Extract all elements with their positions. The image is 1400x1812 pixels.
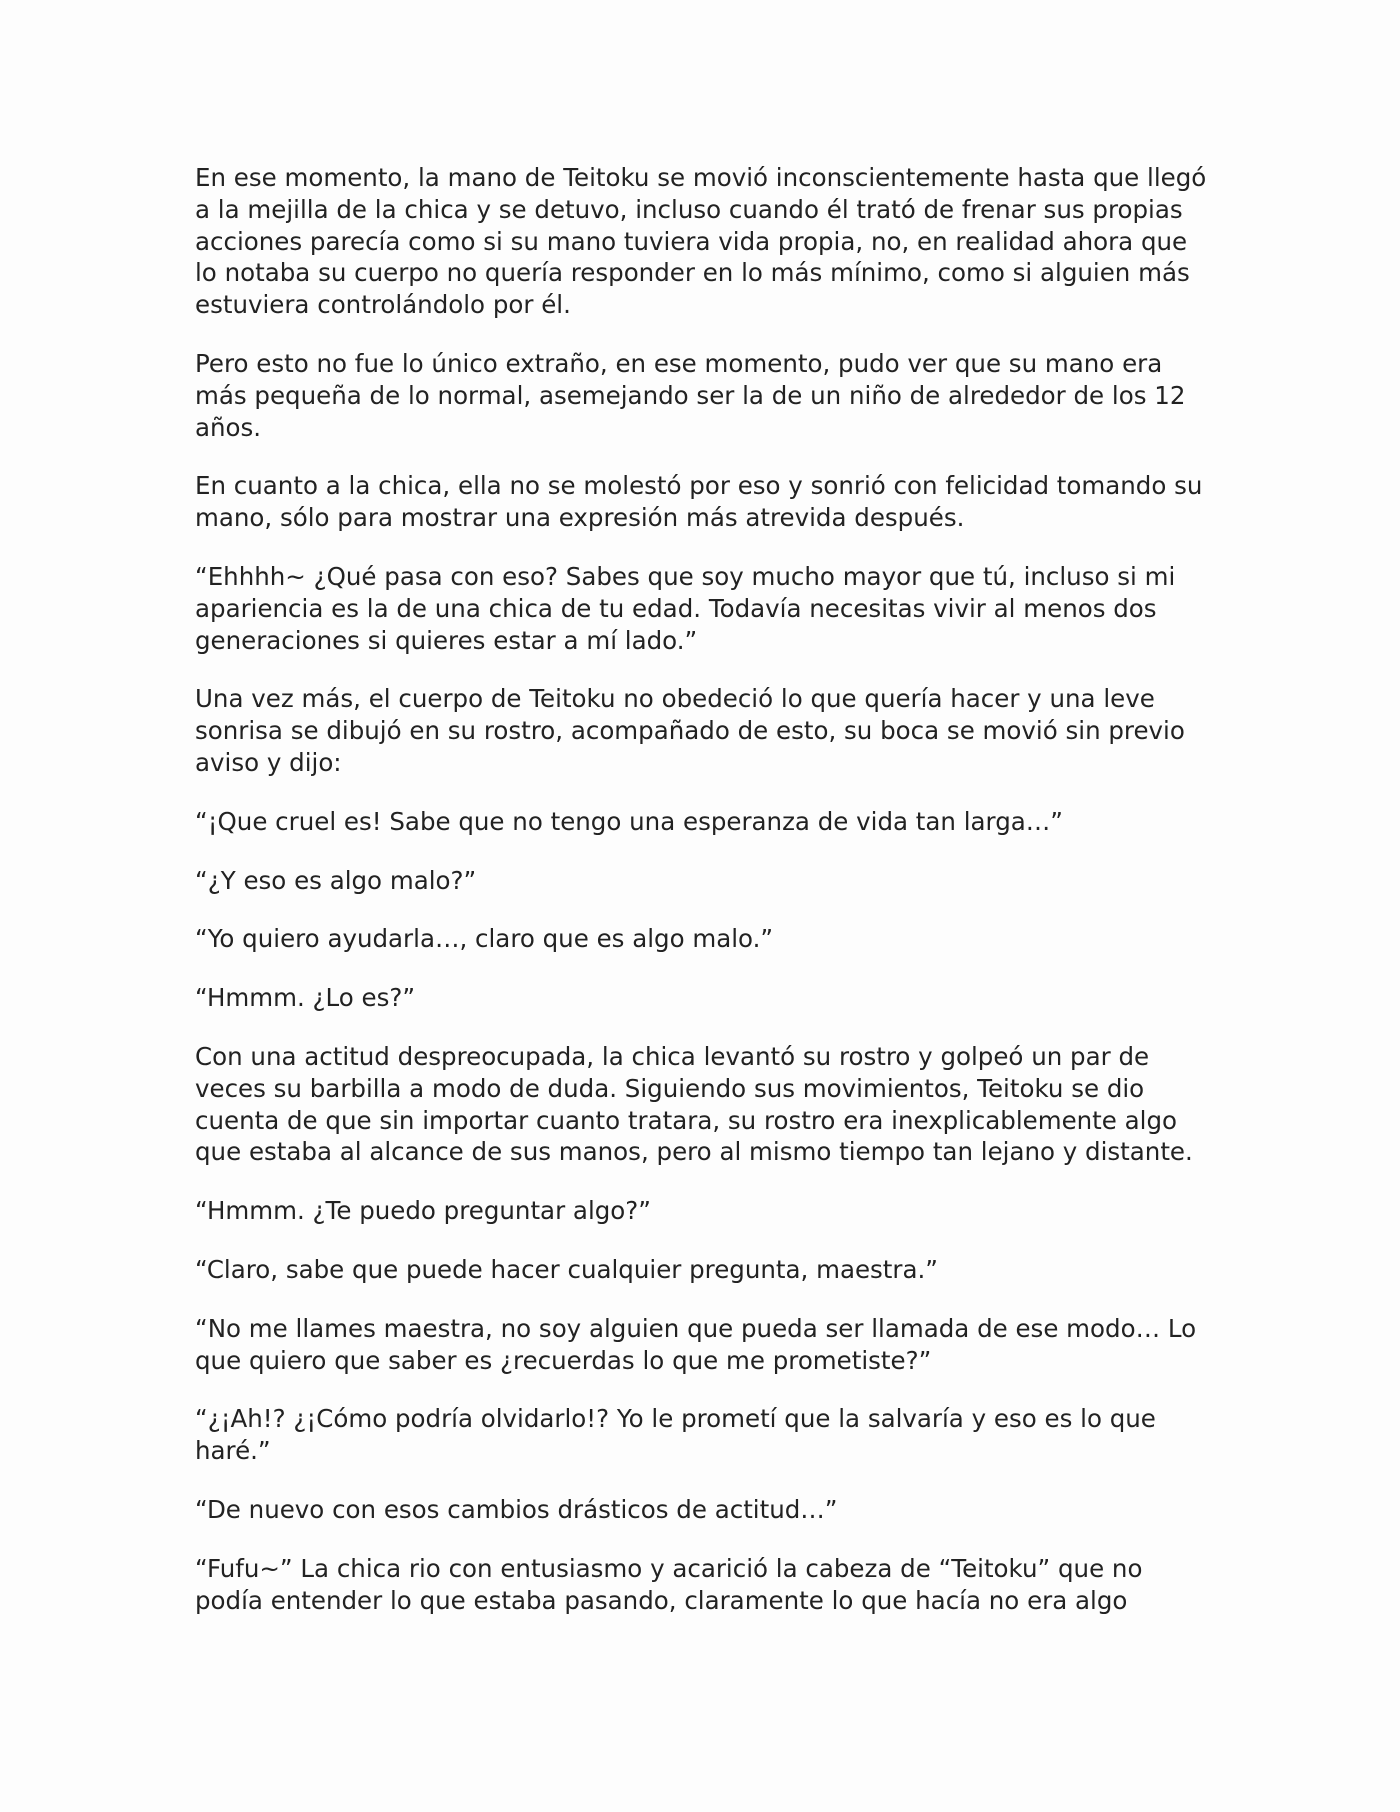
- paragraph: En cuanto a la chica, ella no se molestó por eso y sonrió con felicidad tomando su mano, sólo para mostrar una expresión más atrevida después.: [195, 471, 1203, 533]
- dialogue-paragraph: “Yo quiero ayudarla…, claro que es algo malo.”: [195, 924, 774, 954]
- dialogue-paragraph: “¿Y eso es algo malo?”: [195, 865, 477, 895]
- document-page: [195, 162, 1215, 1616]
- paragraph: “Fufu~” La chica rio con entusiasmo y acarició la cabeza de “Teitoku” que no podía entender lo que estaba pasando, claramente lo que hacía no era algo: [195, 1553, 1143, 1615]
- dialogue-paragraph: “Hmmm. ¿Te puedo preguntar algo?”: [195, 1196, 651, 1226]
- paragraph: Una vez más, el cuerpo de Teitoku no obedeció lo que quería hacer y una leve sonrisa se dibujó en su rostro, acompañado de esto, su boca se movió sin previo aviso y dijo:: [195, 684, 1185, 777]
- paragraph: Con una actitud despreocupada, la chica levantó su rostro y golpeó un par de veces su barbilla a modo de duda. Siguiendo sus movimientos, Teitoku se dio cuenta de que sin importar cuanto tratara, su rostro era inexplicablemente algo que estaba al alcance de sus manos, pero al mismo tiempo tan lejano y distante.: [195, 1041, 1193, 1167]
- dialogue-paragraph: “Hmmm. ¿Lo es?”: [195, 983, 416, 1013]
- dialogue-paragraph: “De nuevo con esos cambios drásticos de actitud…”: [195, 1494, 838, 1524]
- dialogue-paragraph: “¿¡Ah!? ¿¡Cómo podría olvidarlo!? Yo le prometí que la salvaría y eso es lo que haré.”: [195, 1404, 1156, 1466]
- dialogue-paragraph: “¡Que cruel es! Sabe que no tengo una esperanza de vida tan larga…”: [195, 806, 1063, 836]
- dialogue-paragraph: “Claro, sabe que puede hacer cualquier pregunta, maestra.”: [195, 1254, 938, 1284]
- dialogue-paragraph: “No me llames maestra, no soy alguien que pueda ser llamada de ese modo… Lo que quiero que saber es ¿recuerdas lo que me prometiste?”: [195, 1313, 1197, 1375]
- dialogue-paragraph: “Ehhhh~ ¿Qué pasa con eso? Sabes que soy mucho mayor que tú, incluso si mi apariencia es la de una chica de tu edad. Todavía necesitas vivir al menos dos generaciones si quieres estar a mí lado.”: [195, 561, 1176, 655]
- paragraph: Pero esto no fue lo único extraño, en ese momento, pudo ver que su mano era más pequeña de lo normal, asemejando ser la de un niño de alrededor de los 12 años.: [195, 348, 1186, 442]
- paragraph: En ese momento, la mano de Teitoku se movió inconscientemente hasta que llegó a la mejilla de la chica y se detuvo, incluso cuando él trató de frenar sus propias acciones parecía como si su mano tuviera vida propia, no, en realidad ahora que lo notaba su cuerpo no quería responder en lo más mínimo, como si alguien más estuviera controlándolo por él.: [195, 163, 1207, 320]
